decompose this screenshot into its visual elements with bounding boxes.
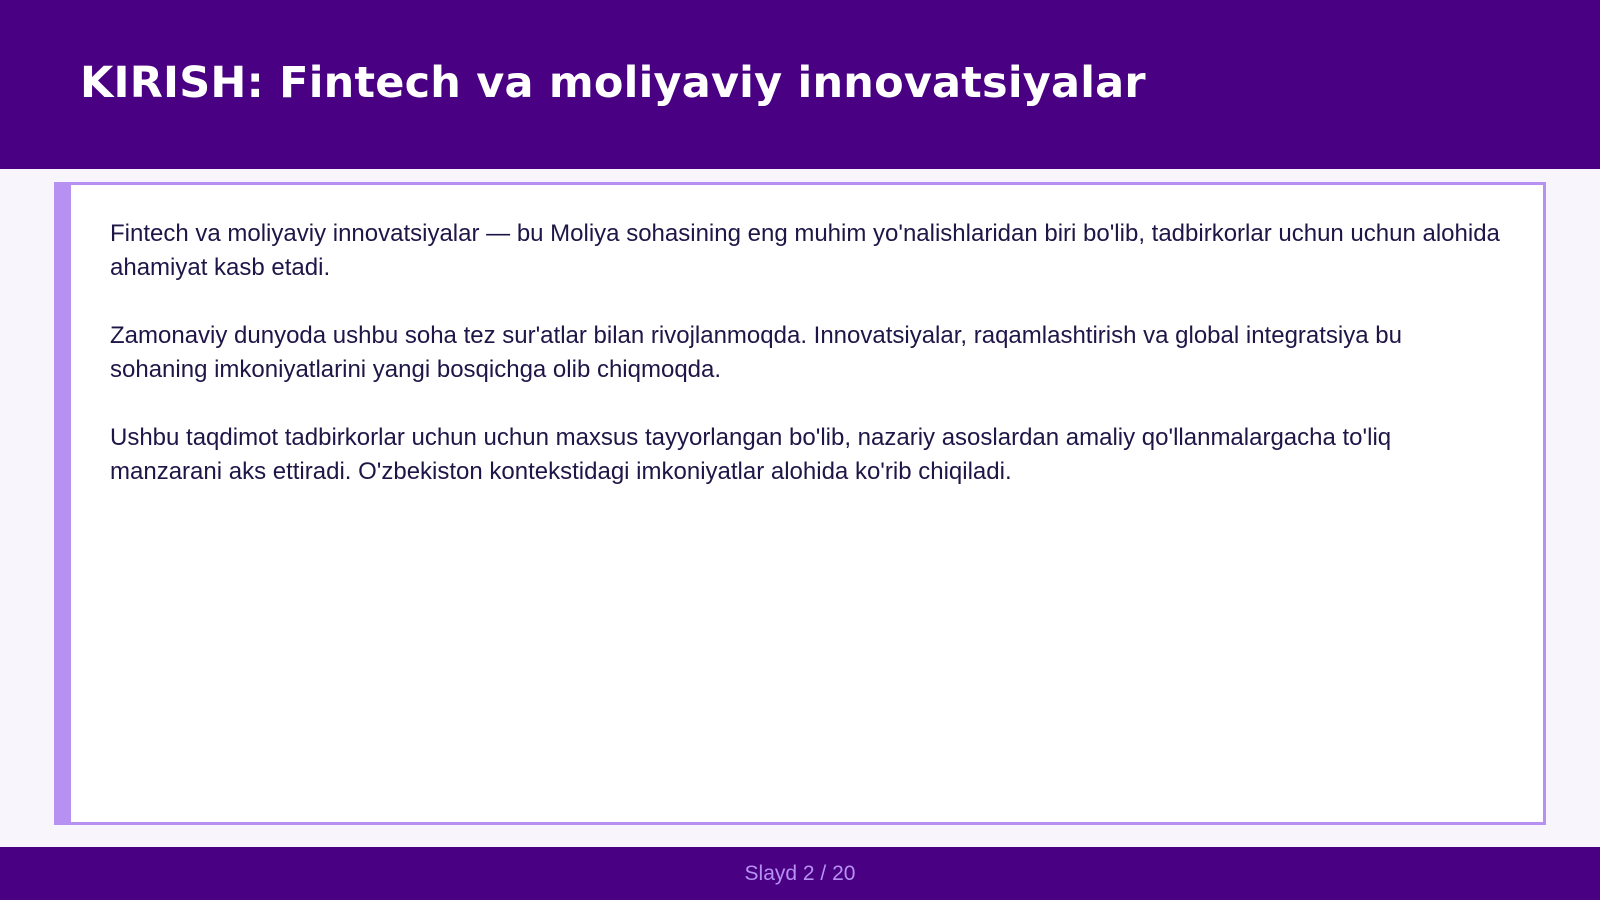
presentation-purpose-paragraph: Ushbu taqdimot tadbirkorlar uchun uchun maxsus tayyorlangan bo'lib, nazariy asoslardan amaliy qo'llanmalargacha to'liq manzarani aks ettiradi. O'zbekiston kontekstidagi imkoniyatlar alohida ko'rib chiqiladi. bbox=[110, 424, 1392, 485]
slide-title: KIRISH: Fintech va moliyaviy innovatsiyalar bbox=[80, 58, 1146, 108]
intro-paragraph: Fintech va moliyaviy innovatsiyalar — bu Moliya sohasining eng muhim yo'nalishlaridan biri bo'lib, tadbirkorlar uchun uchun alohida ahamiyat kasb etadi. bbox=[110, 220, 1500, 281]
development-paragraph: Zamonaviy dunyoda ushbu soha tez sur'atlar bilan rivojlanmoqda. Innovatsiyalar, raqamlashtirish va global integratsiya bu sohaning imkoniyatlarini yangi bosqichga olib chiqmoqda. bbox=[110, 322, 1402, 383]
content-card bbox=[54, 182, 1546, 825]
slide-header bbox=[0, 0, 1600, 169]
slide-footer bbox=[0, 847, 1600, 900]
slide-counter: Slayd 2 / 20 bbox=[744, 862, 856, 885]
